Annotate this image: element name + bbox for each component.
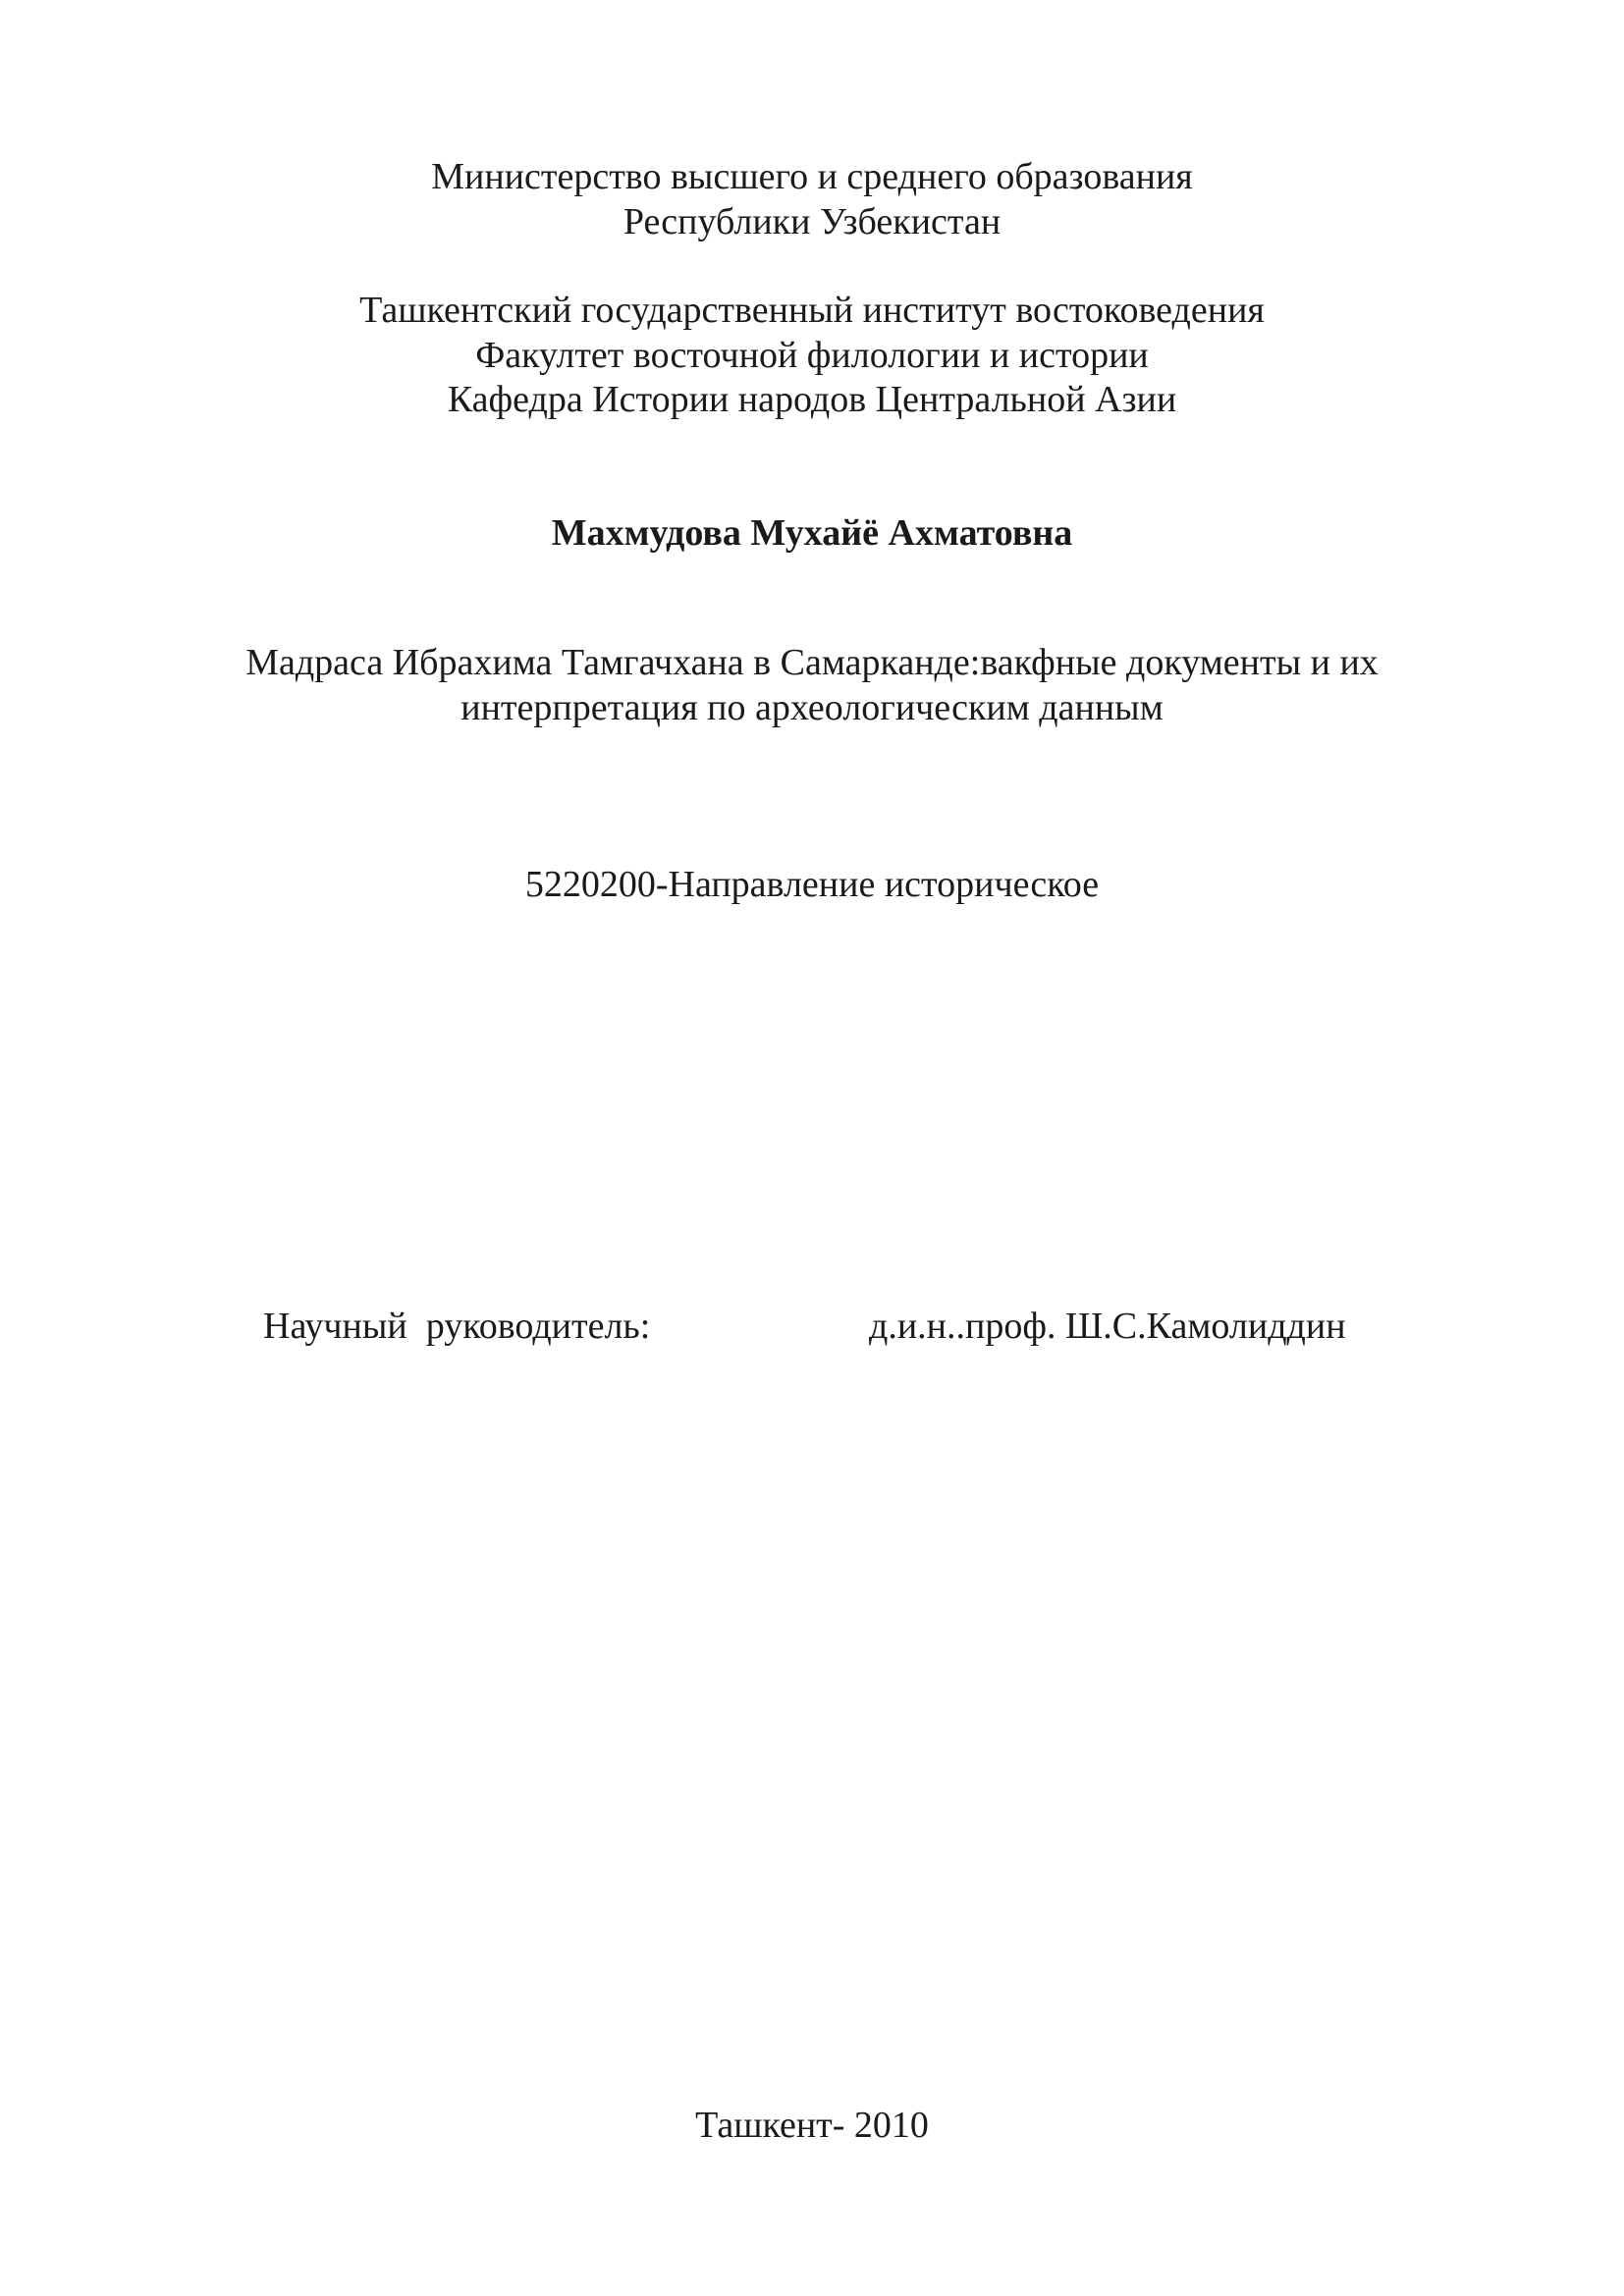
direction-code: 5220200-Направление историческое xyxy=(524,864,1100,905)
thesis-title-line-2: интерпретация по археологическим данным xyxy=(460,687,1164,728)
faculty-name: Факултет восточной филологии и истории xyxy=(475,335,1149,376)
ministry-line-2: Республики Узбекистан xyxy=(623,201,1001,242)
city-year: Ташкент- 2010 xyxy=(695,2105,929,2146)
thesis-title-line-1: Мадраса Ибрахима Тамгачхана в Самарканде:вакфные документы и их xyxy=(245,642,1379,683)
supervisor-label: Научный руководитель: xyxy=(263,1306,651,1347)
supervisor-name: д.и.н..проф. Ш.С.Камолиддин xyxy=(869,1306,1346,1347)
ministry-line-1: Министерство высшего и среднего образования xyxy=(431,156,1193,197)
author-name: Махмудова Мухайё Ахматовна xyxy=(551,512,1073,554)
department-name: Кафедра Истории народов Центральной Азии xyxy=(447,379,1177,420)
institute-name: Ташкентский государственный институт востоковедения xyxy=(359,290,1265,331)
